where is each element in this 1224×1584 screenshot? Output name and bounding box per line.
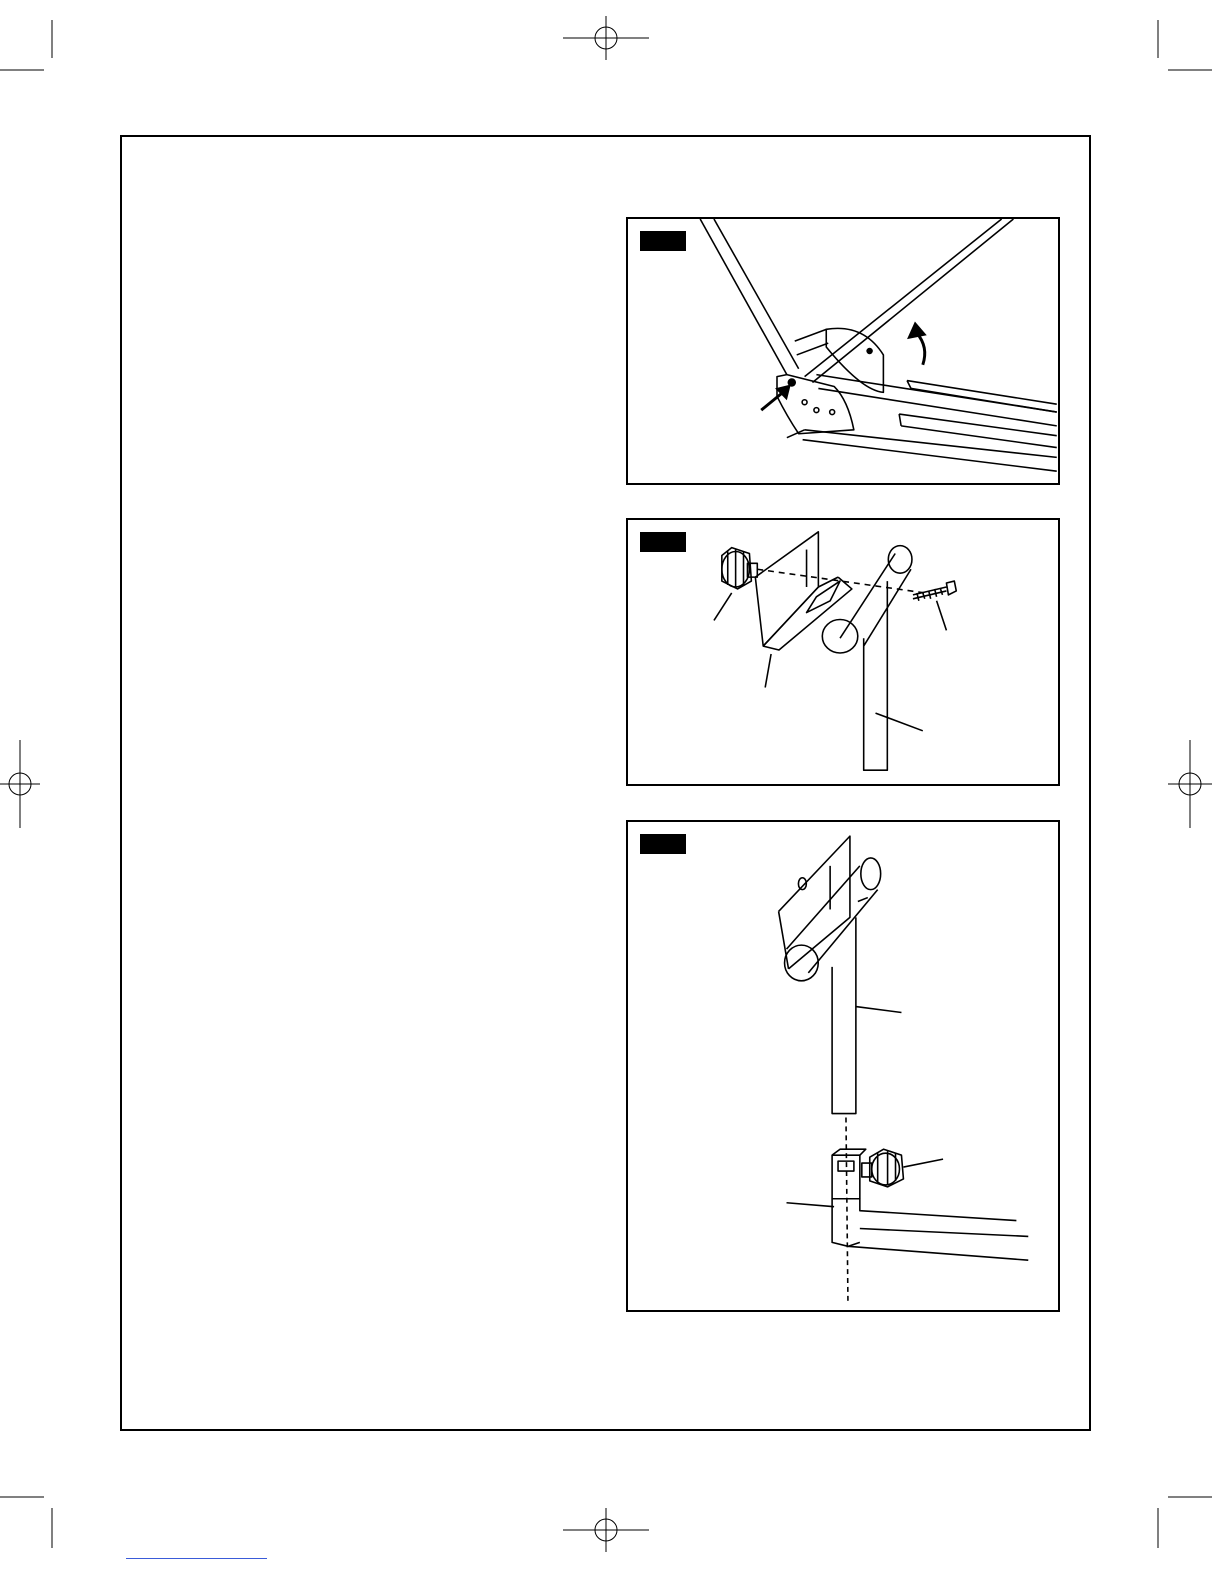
stand-leg-illustration — [628, 219, 1058, 483]
post-insertion-illustration — [628, 822, 1058, 1310]
roller-assembly-illustration — [628, 520, 1058, 784]
figure-c — [626, 820, 1060, 1312]
figure-a — [626, 217, 1060, 485]
figure-b — [626, 518, 1060, 786]
link-underline — [126, 1558, 267, 1559]
